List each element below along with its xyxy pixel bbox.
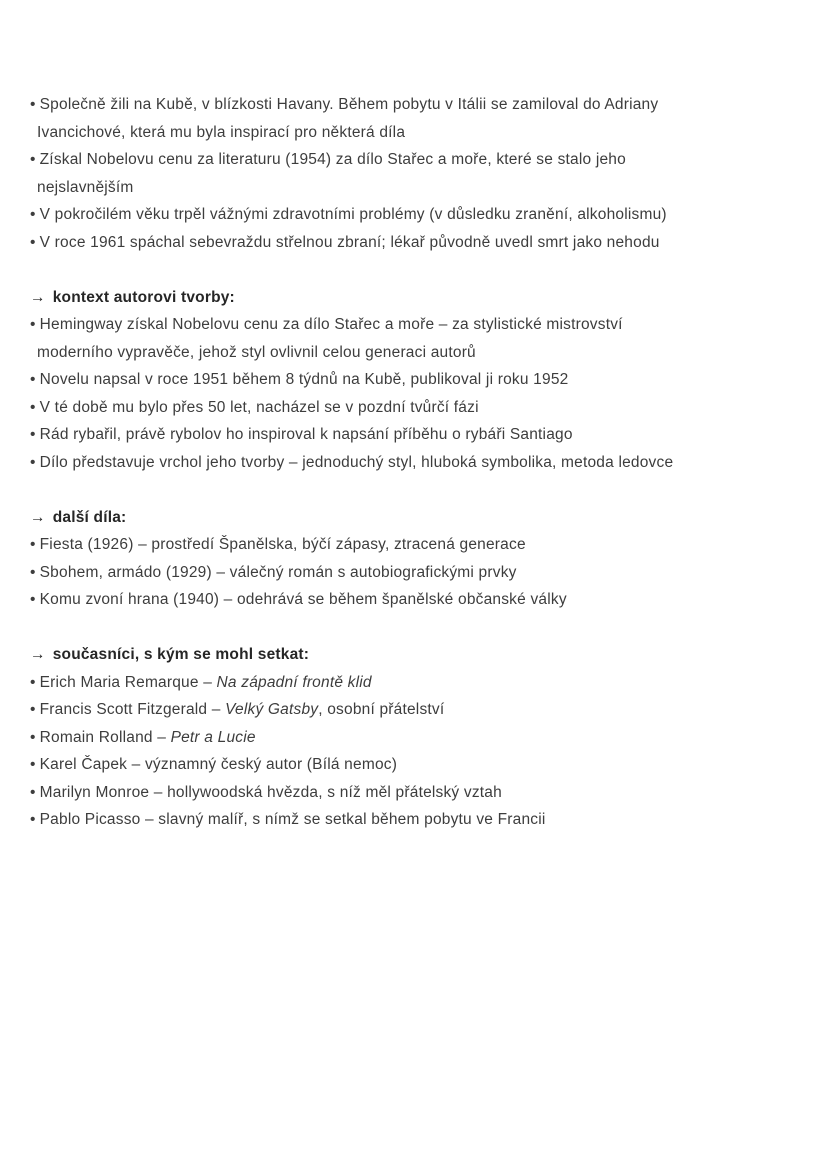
text-run: moderního vypravěče, jehož styl ovlivnil celou generaci autorů (37, 343, 476, 361)
arrow-icon: → (30, 646, 46, 663)
text-run: Romain Rolland – (39, 728, 171, 746)
bullet-icon: • (30, 783, 36, 801)
italic-title-text: Na západní frontě klid (216, 673, 372, 691)
text-run: V pokročilém věku trpěl vážnými zdravotními problémy (v důsledku zranění, alkoholismu) (39, 206, 667, 223)
bullet-item (30, 696, 794, 724)
bullet-icon: • (30, 728, 36, 746)
bullet-item (30, 449, 794, 477)
bullet-item (30, 751, 794, 779)
bullet-icon: • (30, 453, 36, 471)
text-run: Společně žili na Kubě, v blízkosti Havany. Během pobytu v Itálii se zamiloval do Adriany (39, 96, 659, 113)
section-heading (30, 504, 794, 532)
text-run: Pablo Picasso – slavný malíř, s nímž se setkal během pobytu ve Francii (39, 811, 546, 828)
text-run: Sbohem, armádo (1929) – válečný román s autobiografickými prvky (39, 563, 517, 581)
section-heading-text: současníci, s kým se mohl setkat: (52, 646, 310, 663)
text-run: nejslavnějším (37, 178, 134, 196)
bullet-icon: • (30, 536, 36, 553)
bullet-icon: • (30, 563, 36, 581)
text-run: Erich Maria Remarque – (39, 673, 217, 691)
document-content (30, 91, 794, 834)
bullet-icon: • (30, 756, 36, 773)
text-run: V roce 1961 spáchal sebevraždu střelnou zbraní; lékař původně uvedl smrt jako nehodu (39, 233, 660, 251)
text-run: Dílo představuje vrchol jeho tvorby – jednoduchý styl, hluboká symbolika, metoda ledovce (39, 453, 674, 471)
bullet-item (30, 201, 794, 229)
bullet-item (30, 311, 794, 366)
text-run: V té době mu bylo přes 50 let, nacházel se v pozdní tvůrčí fázi (39, 398, 479, 416)
bullet-item (30, 779, 794, 807)
bullet-item (30, 724, 794, 752)
italic-title-text: Velký Gatsby (225, 701, 319, 718)
section-heading-text: další díla: (52, 508, 127, 526)
bullet-icon: • (30, 811, 36, 828)
bullet-item (30, 91, 794, 146)
bullet-item (30, 806, 794, 834)
arrow-icon: → (30, 508, 46, 526)
text-run: Karel Čapek – významný český autor (Bílá nemoc) (39, 756, 398, 773)
text-run: Hemingway získal Nobelovu cenu za dílo Stařec a moře – za stylistické mistrovství (39, 316, 623, 333)
text-run: Rád rybařil, právě rybolov ho inspiroval k napsání příběhu o rybáři Santiago (39, 426, 573, 443)
section-heading (30, 284, 794, 312)
text-run: Francis Scott Fitzgerald – (39, 701, 226, 718)
bullet-icon: • (30, 233, 36, 251)
bullet-item (30, 366, 794, 394)
section-heading (30, 641, 794, 669)
bullet-item (30, 421, 794, 449)
bullet-icon: • (30, 96, 36, 113)
bullet-icon: • (30, 371, 36, 388)
bullet-icon: • (30, 316, 36, 333)
italic-title-text: Petr a Lucie (170, 728, 256, 746)
bullet-item (30, 229, 794, 257)
section-heading-text: kontext autorovi tvorby: (52, 288, 235, 306)
bullet-icon: • (30, 426, 36, 443)
bullet-item (30, 586, 794, 614)
bullet-item (30, 531, 794, 559)
text-run: , osobní přátelství (318, 701, 445, 718)
bullet-icon: • (30, 151, 36, 168)
text-run: Ivancichové, která mu byla inspirací pro některá díla (37, 123, 406, 141)
bullet-icon: • (30, 673, 36, 691)
bullet-icon: • (30, 206, 36, 223)
bullet-icon: • (30, 591, 36, 608)
text-run: Marilyn Monroe – hollywoodská hvězda, s níž měl přátelský vztah (39, 783, 502, 801)
bullet-icon: • (30, 701, 36, 718)
bullet-item (30, 559, 794, 587)
text-run: Fiesta (1926) – prostředí Španělska, býčí zápasy, ztracená generace (39, 536, 526, 553)
text-run: Získal Nobelovu cenu za literaturu (1954) za dílo Stařec a moře, které se stalo jeho (39, 151, 626, 168)
text-run: Komu zvoní hrana (1940) – odehrává se během španělské občanské války (39, 591, 567, 608)
bullet-item (30, 146, 794, 201)
bullet-item (30, 669, 794, 697)
bullet-item (30, 394, 794, 422)
bullet-icon: • (30, 398, 36, 416)
text-run: Novelu napsal v roce 1951 během 8 týdnů na Kubě, publikoval ji roku 1952 (39, 371, 569, 388)
arrow-icon: → (30, 288, 46, 306)
